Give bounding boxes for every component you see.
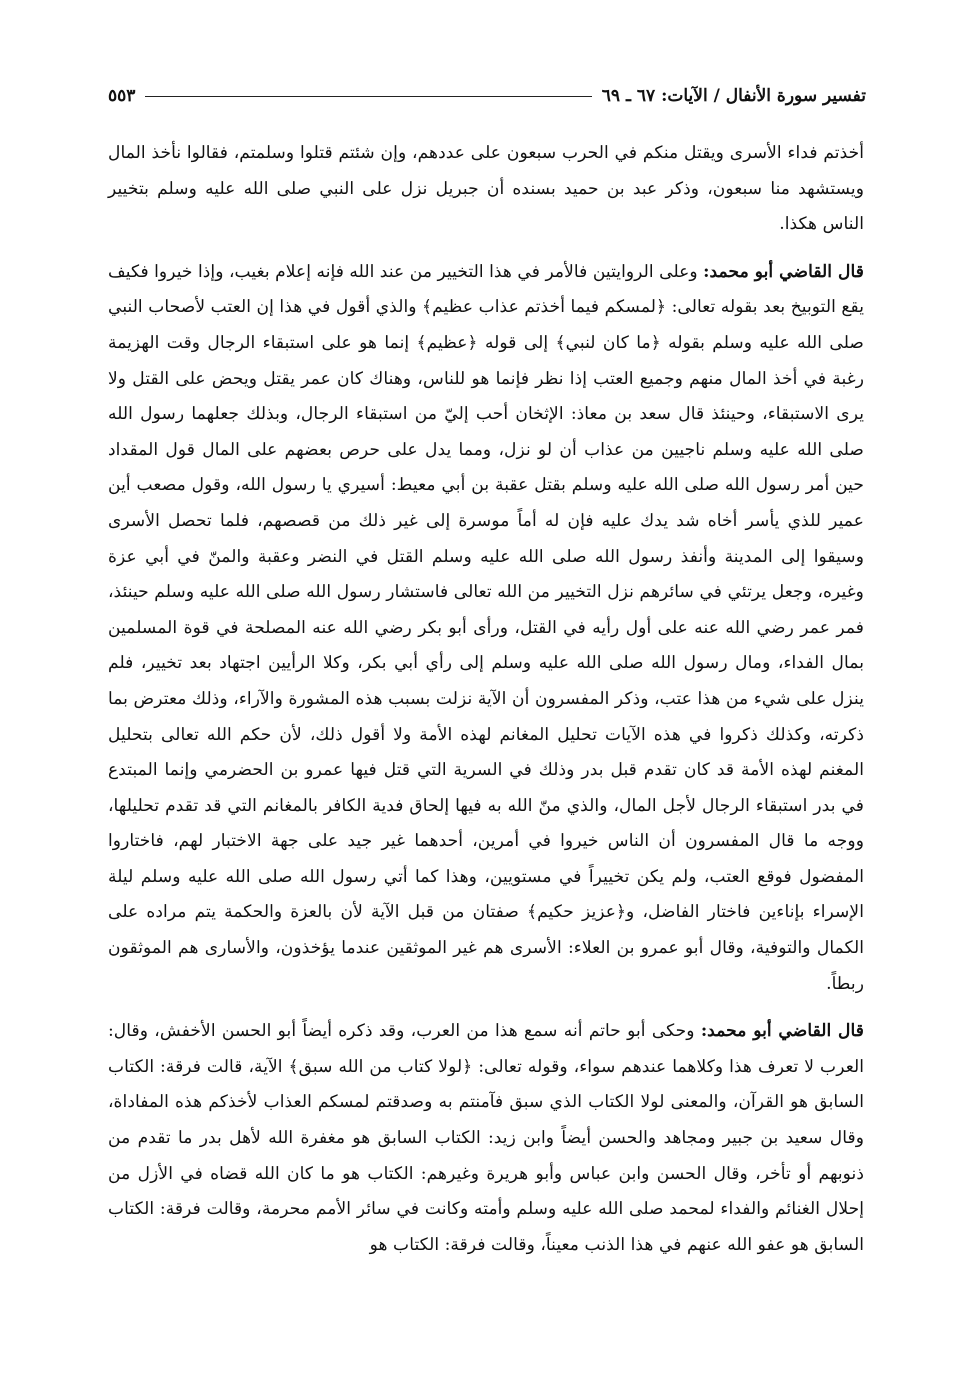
paragraph-3-text: وحكى أبو حاتم أنه سمع هذا من العرب، وقد ذكره أيضاً أبو الحسن الأخفش، وقال: العرب لا تعرف هذا وكلاهما عندهم سواء، وقوله تعالى: ﴿لولا كتاب من الله سبق﴾ الآية، قالت فرقة: الكتاب السابق هو القرآن، والمعنى لولا الكتاب الذي سبق فآمنتم به وصدقتم لمسكم العذاب لأخذكم هذه المفاداة، وقال سعيد بن جبير ومجاهد والحسن أيضاً وابن زيد: الكتاب السابق هو مغفرة الله لأهل بدر ما تقدم من ذنوبهم أو تأخر، وقال الحسن وابن عباس وأبو هريرة وغيرهم: الكتاب هو ما كان الله قضاه في الأزل من إحلال الغنائم والفداء لمحمد صلى الله عليه وسلم وأمته وكانت في سائر الأمم محرمة، وقالت فرقة: الكتاب السابق هو عفو الله عنهم في هذا الذنب معيناً، وقالت فرقة: الكتاب هو bbox=[108, 1021, 864, 1255]
paragraph-3-speaker: قال القاضي أبو محمد: bbox=[700, 1021, 864, 1042]
paragraph-2 bbox=[108, 255, 864, 1002]
body-text bbox=[108, 136, 864, 1263]
header-rule bbox=[145, 96, 591, 97]
page-number: ٥٥٣ bbox=[108, 86, 136, 106]
running-header bbox=[108, 86, 866, 106]
paragraph-3 bbox=[108, 1014, 864, 1263]
header-title: تفسير سورة الأنفال / الآيات: ٦٧ ـ ٦٩ bbox=[601, 86, 866, 106]
paragraph-1 bbox=[108, 136, 864, 243]
paragraph-2-text: وعلى الروايتين فالأمر في هذا التخيير من عند الله فإنه إعلام بغيب، وإذا خيروا فكيف يقع التوبيخ بعد بقوله تعالى: ﴿لمسكم فيما أخذتم عذاب عظيم﴾ والذي أقول في هذا إن العتب لأصحاب النبي صلى الله عليه وسلم بقوله ﴿ما كان لنبي﴾ إلى قوله ﴿عظيم﴾ إنما هو على استبقاء الرجال وقت الهزيمة رغبة في أخذ المال منهم وجميع العتب إذا نظر فإنما هو للناس، وهناك كان عمر يقتل ويحض على القتل ولا يرى الاستبقاء، وحينئذ قال سعد بن معاذ: الإثخان أحب إليّ من استبقاء الرجال، وبذلك جعلهما رسول الله صلى الله عليه وسلم ناجيين من عذاب أن لو نزل، ومما يدل على حرص بعضهم على المال قول المقداد حين أمر رسول الله صلى الله عليه وسلم بقتل عقبة بن أبي معيط: أسيري يا رسول الله، وقول مصعب أين عمير للذي يأسر أخاه شد يدك عليه فإن له أماً موسرة إلى غير ذلك من قصصهم، فلما تحصل الأسرى وسيقوا إلى المدينة وأنفذ رسول الله صلى الله عليه وسلم القتل في النضر وعقبة والمنّ في أبي عزة وغيره، وجعل يرتئي في سائرهم نزل التخيير من الله تعالى فاستشار رسول الله صلى الله عليه وسلم حينئذ، فمر عمر رضي الله عنه على أول رأيه في القتل، ورأى أبو بكر رضي الله عنه المصلحة في قوة المسلمين بمال الفداء، ومال رسول الله صلى الله عليه وسلم إلى رأي أبي بكر، وكلا الرأيين اجتهاد بعد تخيير، فلم ينزل على شيء من هذا عتب، وذكر المفسرون أن الآية نزلت بسبب هذه المشورة والآراء، وذلك معترض بما ذكرته، وكذلك ذكروا في هذه الآيات تحليل المغانم لهذه الأمة ولا أقول ذلك، لأن حكم الله تعالى بتحليل المغنم لهذه الأمة قد كان تقدم قبل بدر وذلك في السرية التي قتل فيها عمرو بن الحضرمي وإنما المبتدع في بدر استبقاء الرجال لأجل المال، والذي منّ الله به فيها إلحاق فدية الكافر بالمغانم التي قد تقدم تحليلها، ووجه ما قال المفسرون أن الناس خيروا في أمرين، أحدهما غير جيد على جهة الاختبار لهم، فاختاروا المفضول فوقع العتب، ولم يكن تخييراً في مستويين، وهذا كما أتي رسول الله صلى الله عليه وسلم ليلة الإسراء بإناءين فاختار الفاضل، و﴿عزيز حكيم﴾ صفتان من قبل الآية لأن بالعزة والحكمة يتم مراده على الكمال والتوفية، وقال أبو عمرو بن العلاء: الأسرى هم غير الموثقين عندما يؤخذون، والأسارى هم الموثقون ربطاً. bbox=[108, 261, 864, 994]
paragraph-2-speaker: قال القاضي أبو محمد: bbox=[703, 261, 864, 282]
paragraph-1-text: أخذتم فداء الأسرى ويقتل منكم في الحرب سبعون على عددهم، وإن شئتم قتلوا وسلمتم، فقالوا نأخذ المال ويستشهد منا سبعون، وذكر عبد بن حميد بسنده أن جبريل نزل على النبي صلى الله عليه وسلم بتخيير الناس هكذا. bbox=[108, 143, 864, 235]
